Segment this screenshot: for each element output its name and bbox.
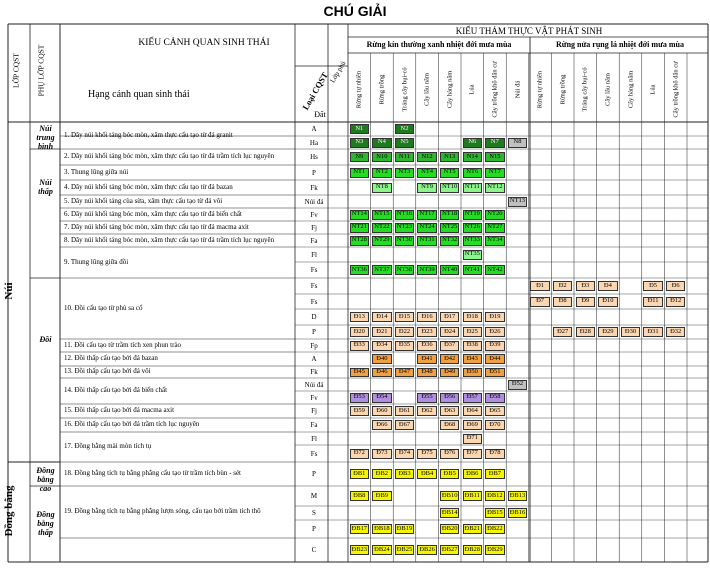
legend-cell: Đ15 xyxy=(395,312,415,322)
column-header: Rừng tự nhiên xyxy=(355,70,363,109)
legend-cell: Đ20 xyxy=(350,327,370,337)
legend-cell: NT9 xyxy=(417,183,437,193)
legend-cell: NT32 xyxy=(440,236,460,246)
legend-cell: NT27 xyxy=(485,223,505,233)
legend-cell: Đ18 xyxy=(463,312,483,322)
legend-cell: N2 xyxy=(395,124,415,134)
ecosystem-type-label: 17. Đồng bằng mài mòn tích tụ xyxy=(64,442,152,450)
soil-code: Núi đá xyxy=(304,197,324,206)
legend-cell: Đ5 xyxy=(643,281,663,291)
legend-cell: ĐB19 xyxy=(395,524,415,534)
legend-cell: Đ28 xyxy=(576,327,596,337)
legend-cell: ĐB25 xyxy=(395,545,415,555)
legend-cell: NT3 xyxy=(395,168,415,178)
legend-cell: NT16 xyxy=(395,210,415,220)
legend-cell: Đ68 xyxy=(440,420,460,430)
legend-cell: ĐB11 xyxy=(463,491,483,501)
legend-cell: Đ49 xyxy=(440,368,460,377)
column-header: Rừng trồng xyxy=(378,74,386,105)
header-dat: Đất xyxy=(314,110,326,119)
soil-code: Fj xyxy=(311,223,317,232)
legend-cell: Đ27 xyxy=(553,327,573,337)
legend-cell: ĐB14 xyxy=(440,508,460,518)
column-header: Rừng trồng xyxy=(559,74,567,105)
column-header: Cây hàng năm xyxy=(446,70,454,109)
legend-cell: Đ51 xyxy=(485,368,505,377)
legend-cell: ĐB12 xyxy=(485,491,505,501)
legend-cell: NT19 xyxy=(463,210,483,220)
legend-cell: ĐB17 xyxy=(350,524,370,534)
legend-cell: Đ23 xyxy=(417,327,437,337)
legend-cell: NT37 xyxy=(372,265,392,275)
legend-cell: Đ34 xyxy=(372,341,392,351)
legend-cell: NT20 xyxy=(485,210,505,220)
column-header: Lúa xyxy=(649,84,657,95)
soil-code: Fv xyxy=(310,210,318,219)
legend-cell: Đ47 xyxy=(395,368,415,377)
soil-code: P xyxy=(312,328,316,336)
ecosystem-type-label: 19. Đồng bằng tích tụ bằng phẳng lượn sóng, cấu tạo bởi trầm tích thô xyxy=(64,507,261,515)
legend-cell: Đ71 xyxy=(463,434,483,444)
soil-code: Fv xyxy=(310,393,318,402)
header-loai-cqst: Loại CQST xyxy=(300,70,330,112)
legend-cell: NT18 xyxy=(440,210,460,220)
ecosystem-type-label: 5. Dãy núi khối tảng cùa sừa, xâm thực cấu tạo từ đá vôi xyxy=(64,196,223,205)
soil-code: S xyxy=(312,509,316,517)
legend-cell: Đ37 xyxy=(440,341,460,351)
legend-cell: ĐB1 xyxy=(350,469,370,479)
legend-cell: NT17 xyxy=(417,210,437,220)
legend-cell: Đ46 xyxy=(372,368,392,377)
column-header: Cây hàng năm xyxy=(627,70,634,109)
legend-cell: NT36 xyxy=(350,265,370,275)
soil-code: M xyxy=(310,492,318,500)
ecosystem-type-label: 12. Đồi thấp cấu tạo bởi đá bazan xyxy=(64,354,158,362)
legend-cell: Đ55 xyxy=(417,393,437,403)
legend-cell: ĐB21 xyxy=(463,524,483,534)
legend-cell: Đ72 xyxy=(350,449,370,459)
ecosystem-type-label: 14. Đồi thấp cấu tạo bởi đá biến chất xyxy=(64,386,168,394)
legend-cell: N15 xyxy=(485,152,505,162)
legend-cell: ĐB15 xyxy=(485,508,505,518)
column-header: Rừng tự nhiên xyxy=(536,70,544,109)
soil-code: C xyxy=(311,546,317,554)
soil-code: D xyxy=(311,313,317,321)
legend-cell: Đ1 xyxy=(530,281,550,291)
legend-cell: Đ26 xyxy=(485,327,505,337)
legend-cell: Đ44 xyxy=(485,354,505,364)
soil-code: P xyxy=(312,525,316,533)
header-phu-lop-cqst: PHỤ LỚP CQST xyxy=(36,44,46,97)
legend-cell: NT42 xyxy=(485,265,505,275)
soil-code: A xyxy=(311,125,317,133)
legend-cell: Đ59 xyxy=(350,406,370,416)
legend-cell: Đ17 xyxy=(440,312,460,322)
soil-code: Fk xyxy=(310,183,318,192)
legend-cell: NT22 xyxy=(372,223,392,233)
legend-cell: NT31 xyxy=(417,236,437,246)
legend-cell: Đ43 xyxy=(463,354,483,364)
legend-cell: NT35 xyxy=(463,250,483,260)
legend-cell: Đ9 xyxy=(576,297,596,307)
legend-cell: Đ76 xyxy=(440,449,460,459)
legend-cell: NT13 xyxy=(508,197,528,207)
legend-cell: NT5 xyxy=(440,168,460,178)
legend-cell: N4 xyxy=(372,138,392,148)
legend-cell: Đ67 xyxy=(395,420,415,430)
subclass-label: Núi trung bình xyxy=(36,124,55,151)
legend-cell: Đ35 xyxy=(395,341,415,351)
legend-cell: ĐB22 xyxy=(485,524,505,534)
legend-cell: N3 xyxy=(350,138,370,148)
soil-code: Fj xyxy=(311,407,317,415)
legend-cell: NT28 xyxy=(350,236,370,246)
legend-cell: N7 xyxy=(485,138,505,148)
legend-cell: Đ65 xyxy=(485,406,505,416)
column-header: Cây lâu năm xyxy=(423,73,431,106)
legend-cell: Đ63 xyxy=(440,406,460,416)
legend-cell: Đ39 xyxy=(485,341,505,351)
header-hang-canh-quan: Hạng cảnh quan sinh thái xyxy=(88,89,190,100)
ecosystem-type-label: 6. Dãy núi khối tảng bóc mòn, xâm thực cấu tạo từ đá biến chất xyxy=(64,209,242,218)
legend-cell: NT12 xyxy=(485,183,505,193)
legend-cell: N9 xyxy=(350,152,370,162)
legend-cell: NT15 xyxy=(372,210,392,220)
ecosystem-type-label: 16. Đồi thấp cấu tạo bởi đá trầm tích lục nguyên xyxy=(64,420,200,428)
legend-cell: Đ8 xyxy=(553,297,573,307)
legend-cell: Đ74 xyxy=(395,449,415,459)
ecosystem-type-label: 3. Thung lũng giữa núi xyxy=(64,167,129,176)
ecosystem-type-label: 2. Dãy núi khối tảng bóc mòn, xâm thực cấu tạo từ đá trầm tích lục nguyên xyxy=(64,152,275,160)
soil-code: P xyxy=(312,168,316,177)
legend-cell: ĐB4 xyxy=(417,469,437,479)
legend-cell: Đ25 xyxy=(463,327,483,337)
legend-cell: Đ60 xyxy=(372,406,392,416)
legend-cell: Đ4 xyxy=(598,281,618,291)
legend-cell: ĐB10 xyxy=(440,491,460,501)
legend-cell: NT11 xyxy=(463,183,483,193)
header-kieu-canh-quan: KIỂU CẢNH QUAN SINH THÁI xyxy=(138,38,270,48)
header-lop-phu: Lớp phủ xyxy=(328,59,348,85)
legend-cell: NT34 xyxy=(485,236,505,246)
header-rung-kin: Rừng kín thường xanh nhiệt đới mưa mùa xyxy=(366,40,512,49)
legend-cell: Đ12 xyxy=(666,297,686,307)
legend-cell: Đ52 xyxy=(508,380,528,390)
legend-cell: NT29 xyxy=(372,236,392,246)
legend-cell: Đ42 xyxy=(440,354,460,364)
legend-cell: ĐB5 xyxy=(440,469,460,479)
legend-cell: Đ7 xyxy=(530,297,550,307)
soil-code: A xyxy=(311,355,317,363)
legend-cell: NT39 xyxy=(417,265,437,275)
soil-code: Fk xyxy=(310,368,318,376)
legend-cell: ĐB16 xyxy=(508,508,528,518)
soil-code: Ha xyxy=(309,138,319,147)
legend-cell: NT1 xyxy=(350,168,370,178)
header-kieu-tham-thuc-vat: KIỂU THẢM THỰC VẬT PHÁT SINH xyxy=(455,26,603,36)
legend-cell: ĐB2 xyxy=(372,469,392,479)
legend-cell: ĐB20 xyxy=(440,524,460,534)
legend-cell: Đ33 xyxy=(350,341,370,351)
soil-code: Fp xyxy=(310,341,318,350)
legend-cell: ĐB18 xyxy=(372,524,392,534)
legend-cell: Đ40 xyxy=(372,354,392,364)
legend-cell: Đ16 xyxy=(417,312,437,322)
legend-cell: Đ14 xyxy=(372,312,392,322)
legend-cell: ĐB26 xyxy=(417,545,437,555)
legend-cell: NT14 xyxy=(350,210,370,220)
column-header: Núi đá xyxy=(514,80,521,99)
legend-cell: NT23 xyxy=(395,223,415,233)
subclass-label: Đồng bằng cao xyxy=(36,466,55,493)
subclass-label: Đồng bằng thấp xyxy=(36,510,55,537)
legend-cell: Đ29 xyxy=(598,327,618,337)
legend-cell: ĐB6 xyxy=(463,469,483,479)
class-label-nui: Núi xyxy=(3,282,15,300)
legend-cell: NT10 xyxy=(440,183,460,193)
legend-cell: Đ61 xyxy=(395,406,415,416)
legend-cell: Đ57 xyxy=(463,393,483,403)
legend-cell: ĐB3 xyxy=(395,469,415,479)
legend-cell: ĐB29 xyxy=(485,545,505,555)
legend-cell: Đ24 xyxy=(440,327,460,337)
legend-cell: NT8 xyxy=(372,183,392,193)
legend-cell: NT38 xyxy=(395,265,415,275)
page-title: CHÚ GIẢI xyxy=(323,3,387,19)
class-label-dong-bang: Đồng bằng xyxy=(3,485,15,537)
legend-cell: Đ11 xyxy=(643,297,663,307)
subclass-label: Đồi xyxy=(39,335,52,344)
legend-cell: N10 xyxy=(372,152,392,162)
legend-cell: Đ62 xyxy=(417,406,437,416)
ecosystem-type-label: 1. Dãy núi khối tảng bóc mòn, xâm thực cấu tạo từ đá granit xyxy=(64,130,233,139)
legend-cell: ĐB8 xyxy=(350,491,370,501)
legend-cell: Đ77 xyxy=(463,449,483,459)
column-header: Cây trồng khô dân cư xyxy=(672,61,680,118)
legend-cell: NT30 xyxy=(395,236,415,246)
soil-code: Núi đá xyxy=(304,380,324,389)
legend-cell: ĐB28 xyxy=(463,545,483,555)
soil-code: Fs xyxy=(310,449,318,458)
legend-cell: ĐB24 xyxy=(372,545,392,555)
legend-cell: Đ58 xyxy=(485,393,505,403)
legend-cell: Đ73 xyxy=(372,449,392,459)
header-rung-nua-rung-la: Rừng nửa rụng lá nhiệt đới mưa mùa xyxy=(556,40,684,49)
legend-cell: N11 xyxy=(395,152,415,162)
legend-cell: Đ10 xyxy=(598,297,618,307)
ecosystem-type-label: 8. Dãy núi khối tảng bóc mòn, xâm thực cấu tạo từ đá trầm tích lục nguyên xyxy=(64,235,275,244)
legend-cell: NT40 xyxy=(440,265,460,275)
ecosystem-type-label: 18. Đồng bằng tích tụ bằng phẳng cấu tạo từ trầm tích bùn - sét xyxy=(64,469,242,477)
legend-cell: ĐB23 xyxy=(350,545,370,555)
ecosystem-type-label: 15. Đồi thấp cấu tạo bởi đá macma axit xyxy=(64,406,175,414)
header-lop-cqst: LỚP CQST xyxy=(11,53,21,88)
column-header: Trảng cây bụi-cỏ xyxy=(581,67,589,112)
soil-code: Fl xyxy=(311,250,317,259)
legend-cell: Đ48 xyxy=(417,368,437,377)
legend-cell: ĐB13 xyxy=(508,491,528,501)
ecosystem-type-label: 10. Đồi cấu tạo từ phù sa cổ xyxy=(64,303,143,312)
soil-code: Fa xyxy=(310,236,318,245)
legend-cell: Đ13 xyxy=(350,312,370,322)
legend-cell: Đ78 xyxy=(485,449,505,459)
legend-cell: Đ22 xyxy=(395,327,415,337)
legend-cell: Đ41 xyxy=(417,354,437,364)
ecosystem-type-label: 4. Dãy núi khối tảng bóc mòn, xâm thực cấu tạo từ đá bazan xyxy=(64,182,233,191)
legend-cell: NT4 xyxy=(417,168,437,178)
legend-cell: Đ64 xyxy=(463,406,483,416)
legend-cell: Đ56 xyxy=(440,393,460,403)
legend-cell: N6 xyxy=(463,138,483,148)
legend-cell: Đ75 xyxy=(417,449,437,459)
legend-cell: Đ54 xyxy=(372,393,392,403)
legend-cell: Đ30 xyxy=(621,327,641,337)
column-header: Cây trồng khô dân cư xyxy=(491,61,499,118)
legend-cell: NT41 xyxy=(463,265,483,275)
legend-cell: Đ32 xyxy=(666,327,686,337)
legend-cell: Đ45 xyxy=(350,368,370,377)
soil-code: P xyxy=(312,470,316,478)
legend-cell: Đ50 xyxy=(463,368,483,377)
legend-cell: N8 xyxy=(508,138,528,148)
legend-cell: Đ38 xyxy=(463,341,483,351)
legend-cell: ĐB27 xyxy=(440,545,460,555)
legend-cell: NT33 xyxy=(463,236,483,246)
column-header: Trảng cây bụi-cỏ xyxy=(401,67,408,112)
soil-code: Hs xyxy=(310,153,318,161)
legend-cell: NT26 xyxy=(463,223,483,233)
legend-cell: N14 xyxy=(463,152,483,162)
column-header: Lúa xyxy=(468,84,476,95)
legend-cell: N13 xyxy=(440,152,460,162)
legend-cell: ĐB7 xyxy=(485,469,505,479)
legend-cell: N12 xyxy=(417,152,437,162)
legend-cell: N5 xyxy=(395,138,415,148)
subclass-label: Núi thấp xyxy=(38,178,53,196)
legend-cell: NT25 xyxy=(440,223,460,233)
soil-code: Fl xyxy=(311,434,317,443)
legend-cell: ĐB9 xyxy=(372,491,392,501)
legend-cell: Đ53 xyxy=(350,393,370,403)
legend-cell: Đ6 xyxy=(666,281,686,291)
ecosystem-type-label: 11. Đồi cấu tạo từ trầm tích xen phun trào xyxy=(64,340,182,349)
legend-cell: Đ19 xyxy=(485,312,505,322)
legend-cell: Đ36 xyxy=(417,341,437,351)
soil-code: Fs xyxy=(310,266,318,274)
column-header: Cây lâu năm xyxy=(604,73,612,106)
soil-code: Fs xyxy=(310,297,318,306)
ecosystem-type-label: 13. Đồi thấp cấu tạo bởi đá vôi xyxy=(64,367,151,375)
legend-cell: Đ70 xyxy=(485,420,505,430)
legend-cell: NT7 xyxy=(485,168,505,178)
legend-cell: NT21 xyxy=(350,223,370,233)
legend-cell: Đ2 xyxy=(553,281,573,291)
soil-code: Fa xyxy=(310,421,318,429)
soil-code: Fs xyxy=(310,282,318,290)
ecosystem-type-label: 7. Dãy núi khối tảng bóc mòn, xâm thực cấu tạo từ đá macma axit xyxy=(64,222,249,231)
legend-cell: Đ21 xyxy=(372,327,392,337)
legend-cell: Đ31 xyxy=(643,327,663,337)
legend-cell: Đ3 xyxy=(576,281,596,291)
legend-cell: NT6 xyxy=(463,168,483,178)
legend-cell: Đ66 xyxy=(372,420,392,430)
legend-cell: N1 xyxy=(350,124,370,134)
legend-cell: Đ69 xyxy=(463,420,483,430)
ecosystem-type-label: 9. Thung lũng giữa đồi xyxy=(64,257,129,266)
legend-cell: NT2 xyxy=(372,168,392,178)
legend-cell: NT24 xyxy=(417,223,437,233)
